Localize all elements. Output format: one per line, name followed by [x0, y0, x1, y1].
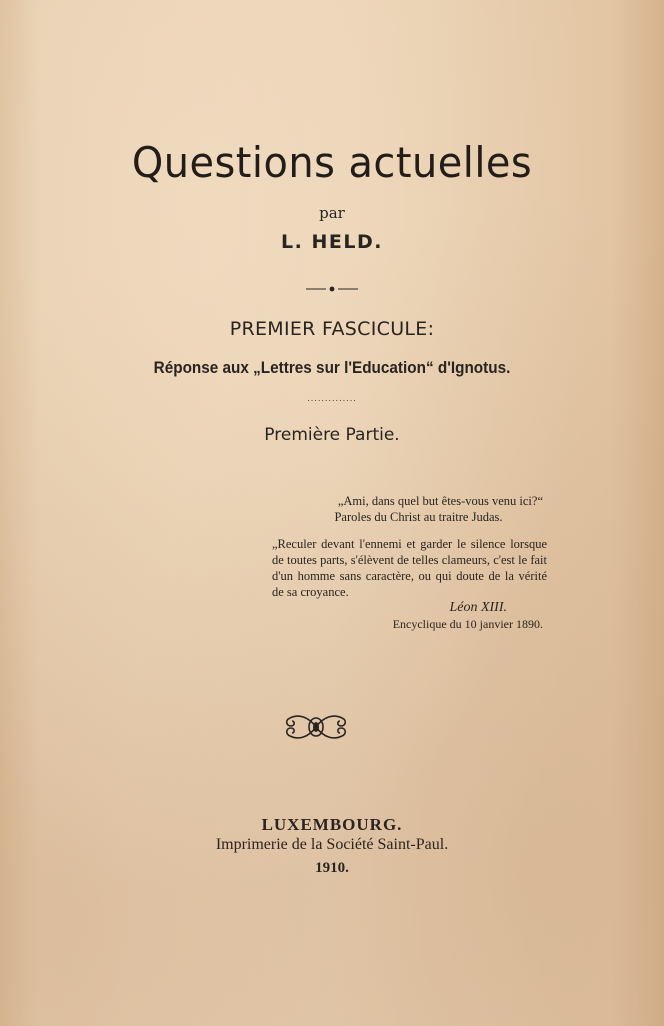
fascicule-heading: PREMIER FASCICULE: — [229, 318, 435, 340]
book-title: Questions actuelles — [131, 138, 533, 187]
by-label: par — [319, 204, 345, 222]
dot-rule-divider — [0, 280, 664, 299]
imprint-place: LUXEMBOURG. — [261, 815, 403, 834]
imprint-year: 1910. — [315, 860, 349, 876]
ornament-icon — [280, 708, 352, 750]
imprint-printer: Imprimerie de la Société Saint-Paul. — [215, 836, 449, 853]
author-name: L. HELD. — [281, 231, 383, 253]
epigraph-2-text: „Reculer devant l'ennemi et garder le silence lorsque de toutes parts, s'élèvent de telles clameurs, c'est le fait d'un homme sans caractère, ou qui doute de la vérité de sa croyance. — [272, 537, 547, 599]
epigraph-2-author: Léon XIII. — [449, 600, 507, 615]
epigraphs — [272, 493, 547, 632]
dot-rule-icon — [302, 283, 362, 295]
subtitle: Réponse aux „Lettres sur l'Education“ d'Ignotus. — [153, 358, 511, 377]
epigraph-1-text: „Ami, dans quel but êtes-vous venu ici?“ — [337, 494, 543, 508]
dotted-divider: .............. — [307, 394, 357, 403]
epigraph-1-attribution: Paroles du Christ au traitre Judas. — [334, 510, 503, 524]
part-label: Première Partie. — [264, 425, 400, 445]
epigraph-2-source: Encyclique du 10 janvier 1890. — [392, 617, 543, 631]
